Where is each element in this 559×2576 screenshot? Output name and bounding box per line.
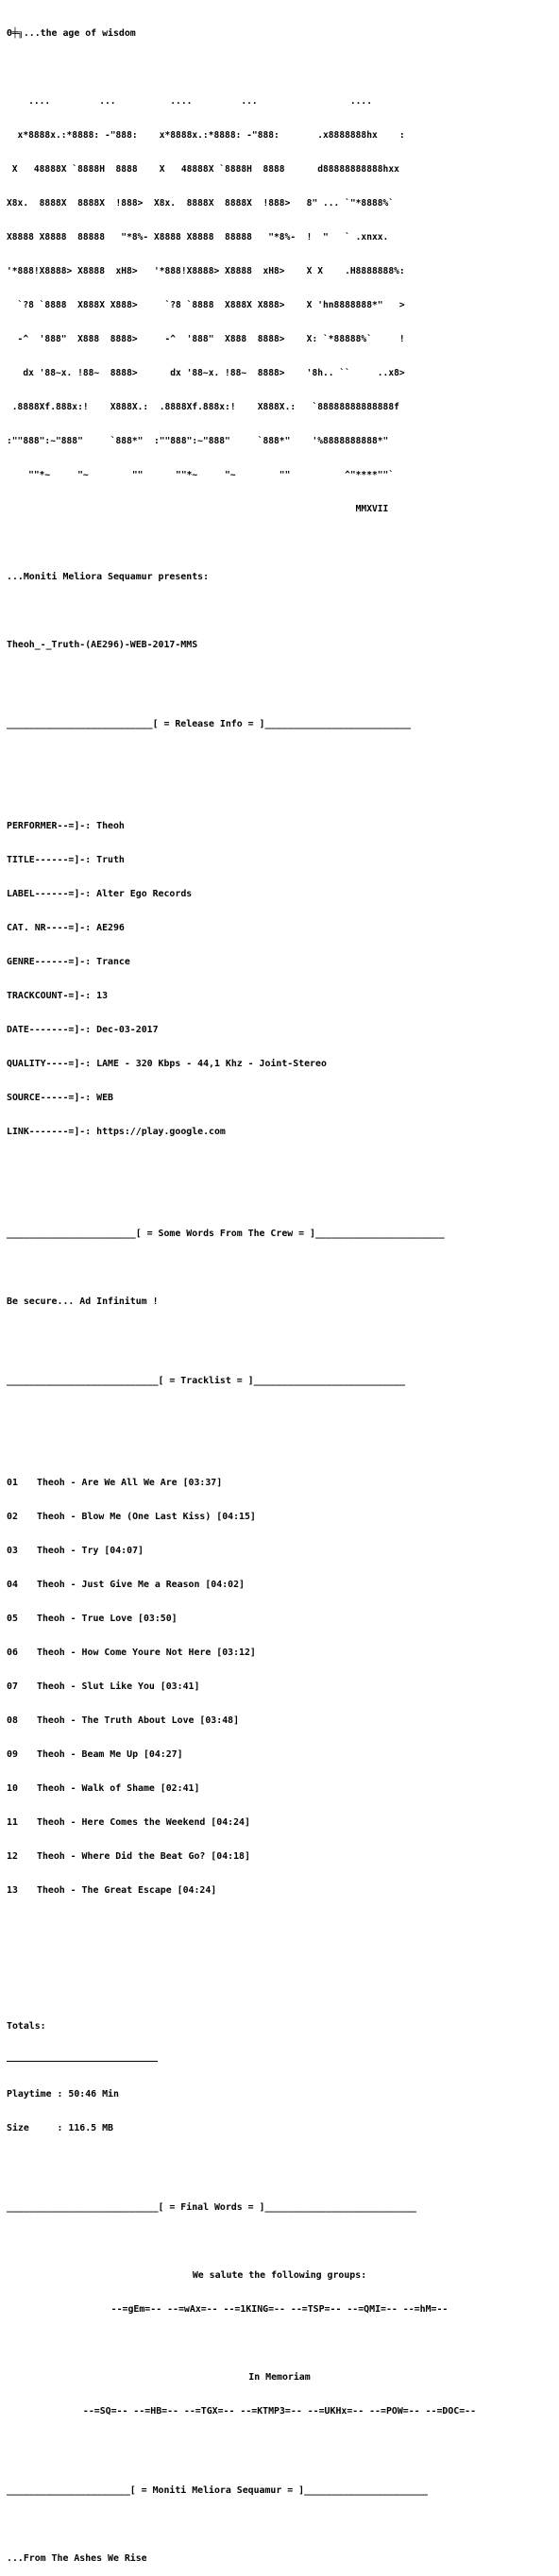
info-key: TITLE------=]-: — [7, 855, 92, 865]
spacer — [7, 1263, 559, 1274]
info-row-date — [7, 1025, 559, 1036]
info-value: 13 — [96, 991, 109, 1001]
track-row — [7, 1580, 559, 1591]
track-row — [7, 1885, 559, 1897]
info-key: LABEL------=]-: — [7, 889, 92, 899]
info-row-trackcount — [7, 991, 559, 1002]
spacer — [7, 753, 559, 764]
presents-line: ...Moniti Meliora Sequamur presents: — [7, 572, 210, 582]
track-row — [7, 1715, 559, 1727]
spacer — [7, 1987, 559, 1999]
info-row-label — [7, 889, 559, 900]
track-row — [7, 1681, 559, 1693]
track-row — [7, 1817, 559, 1829]
tracklist-heading: ___________________________[ = Tracklist = ]___________________________ — [7, 1376, 406, 1386]
info-value: Theoh — [96, 821, 125, 831]
logo-art-line: -^ '888" X888 8888> -^ '888" X888 8888> X: `*88888%` ! — [7, 334, 405, 344]
track-title: Theoh - Try [04:07] — [37, 1546, 144, 1556]
totals-underline — [7, 2055, 559, 2066]
track-title: Theoh - Are We All We Are [03:37] — [37, 1478, 223, 1488]
logo-art-line: :""888":~"888" `888*" :""888":~"888" `888*" '%8888888888*" — [7, 436, 389, 446]
tracklist — [7, 1455, 559, 1919]
header-line: Θ╪╗...the age of wisdom — [7, 28, 136, 39]
spacer — [7, 2157, 559, 2168]
crew-words: Be secure... Ad Infinitum ! — [7, 1296, 159, 1307]
totals-size: Size : 116.5 MB — [7, 2123, 113, 2133]
track-row — [7, 1648, 559, 1659]
spacer — [7, 1330, 559, 1342]
spacer — [7, 2338, 559, 2350]
memoriam-groups: --=SQ=-- --=HB=-- --=TGX=-- --=KTMP3=-- --=UKHx=-- --=POW=-- --=DOC=-- — [82, 2406, 477, 2417]
track-row — [7, 1851, 559, 1863]
info-value: Truth — [96, 855, 125, 865]
track-number: 05 — [7, 1614, 18, 1624]
track-number: 09 — [7, 1749, 18, 1760]
track-title: Theoh - True Love [03:50] — [37, 1614, 178, 1624]
info-value: LAME - 320 Kbps - 44,1 Khz - Joint-Stereo — [96, 1059, 327, 1069]
memoriam-title: In Memoriam — [248, 2372, 311, 2383]
track-number: 02 — [7, 1512, 18, 1522]
spacer — [7, 2519, 559, 2531]
track-title: Theoh - Slut Like You [03:41] — [37, 1681, 200, 1692]
info-key: SOURCE-----=]-: — [7, 1093, 92, 1103]
ascii-logo — [7, 74, 559, 538]
track-number: 11 — [7, 1817, 18, 1828]
totals-label: Totals: — [7, 2021, 46, 2032]
track-title: Theoh - The Great Escape [04:24] — [37, 1885, 217, 1896]
logo-art-line: `?8 `8888 X888X X888> `?8 `8888 X888X X888> X 'hn8888888*" > — [7, 300, 405, 310]
spacer — [7, 1953, 559, 1965]
info-key: LINK-------=]-: — [7, 1127, 92, 1137]
info-key: CAT. NR----=]-: — [7, 923, 92, 933]
track-row — [7, 1512, 559, 1523]
crew-heading: _______________________[ = Some Words From The Crew = ]_______________________ — [7, 1229, 445, 1239]
info-value: https://play.google.com — [96, 1127, 226, 1137]
info-row-title — [7, 855, 559, 866]
info-row-performer — [7, 821, 559, 832]
logo-art-line: dx '88~x. !88~ 8888> dx '88~x. !88~ 8888> '8h.. `` ..x8> — [7, 368, 405, 378]
info-row-source — [7, 1093, 559, 1104]
info-value: Alter Ego Records — [96, 889, 193, 899]
info-key: DATE-------=]-: — [7, 1025, 92, 1035]
logo-year: MMXVII — [7, 504, 389, 514]
track-number: 06 — [7, 1648, 18, 1658]
spacer — [7, 2440, 559, 2451]
track-number: 04 — [7, 1580, 18, 1590]
spacer — [7, 674, 559, 685]
final-words-heading: ___________________________[ = Final Words = ]___________________________ — [7, 2202, 417, 2213]
logo-art-line: .... ... .... ... .... — [7, 96, 372, 107]
track-number: 08 — [7, 1715, 18, 1726]
track-row — [7, 1614, 559, 1625]
logo-art-line: .8888Xf.888x:! X888X.: .8888Xf.888x:! X888X.: `88888888888888f — [7, 402, 399, 412]
salute-groups: --=gEm=-- --=wAx=-- --=1KING=-- --=TSP=-- --=QMI=-- --=hM=-- — [110, 2304, 449, 2315]
logo-art-line: x*8888x.:*8888: -"888: x*8888x.:*8888: -"888: .x8888888hx : — [7, 130, 405, 141]
logo-art-line: '*888!X8888> X8888 xH8> '*888!X8888> X8888 xH8> X X .H8888888%: — [7, 266, 405, 276]
track-row — [7, 1749, 559, 1761]
info-row-quality — [7, 1059, 559, 1070]
release-info-heading: __________________________[ = Release Info = ]__________________________ — [7, 719, 412, 729]
track-number: 03 — [7, 1546, 18, 1556]
track-number: 10 — [7, 1783, 18, 1794]
info-value: WEB — [96, 1093, 113, 1103]
track-title: Theoh - Walk of Shame [02:41] — [37, 1783, 200, 1794]
info-key: PERFORMER--=]-: — [7, 821, 92, 831]
track-number: 01 — [7, 1478, 18, 1488]
logo-art-line: X8888 X8888 88888 "*8%- X8888 X8888 88888 "*8%- ! " ` .xnxx. — [7, 232, 389, 243]
track-title: Theoh - How Come Youre Not Here [03:12] — [37, 1648, 256, 1658]
info-row-catnr — [7, 923, 559, 934]
info-key: QUALITY----=]-: — [7, 1059, 92, 1069]
track-number: 07 — [7, 1681, 18, 1692]
info-row-link — [7, 1127, 559, 1138]
track-number: 13 — [7, 1885, 18, 1896]
info-row-genre — [7, 957, 559, 968]
totals-playtime: Playtime : 50:46 Min — [7, 2089, 119, 2099]
info-value: AE296 — [96, 923, 125, 933]
release-name: Theoh_-_Truth-(AE296)-WEB-2017-MMS — [7, 640, 198, 650]
track-title: Theoh - Here Comes the Weekend [04:24] — [37, 1817, 250, 1828]
track-row — [7, 1546, 559, 1557]
footer-heading: ______________________[ = Moniti Meliora Sequamur = ]______________________ — [7, 2485, 428, 2496]
closing-line: ...From The Ashes We Rise — [7, 2553, 147, 2564]
track-number: 12 — [7, 1851, 18, 1862]
track-title: Theoh - Where Did the Beat Go? [04:18] — [37, 1851, 250, 1862]
track-title: Theoh - Beam Me Up [04:27] — [37, 1749, 183, 1760]
spacer — [7, 1410, 559, 1421]
track-title: Theoh - Blow Me (One Last Kiss) [04:15] — [37, 1512, 256, 1522]
info-value: Trance — [96, 957, 130, 967]
track-title: Theoh - Just Give Me a Reason [04:02] — [37, 1580, 245, 1590]
track-row — [7, 1783, 559, 1795]
release-info-block — [7, 798, 559, 1161]
info-key: GENRE------=]-: — [7, 957, 92, 967]
track-row — [7, 1478, 559, 1489]
info-key: TRACKCOUNT-=]-: — [7, 991, 92, 1001]
spacer — [7, 1195, 559, 1206]
info-value: Dec-03-2017 — [96, 1025, 159, 1035]
spacer — [7, 2236, 559, 2248]
track-title: Theoh - The Truth About Love [03:48] — [37, 1715, 240, 1726]
logo-art-line: X 48888X `8888H 8888 X 48888X `8888H 8888 d88888888888hxx — [7, 164, 399, 175]
spacer — [7, 606, 559, 617]
salute-title: We salute the following groups: — [192, 2270, 367, 2281]
logo-art-line: ""*~ "~ "" ""*~ "~ "" ^"****""` — [7, 470, 395, 480]
underline-rule — [7, 2055, 158, 2062]
logo-art-line: X8x. 8888X 8888X !888> X8x. 8888X 8888X !888> 8" ... `"*8888%` — [7, 198, 395, 209]
